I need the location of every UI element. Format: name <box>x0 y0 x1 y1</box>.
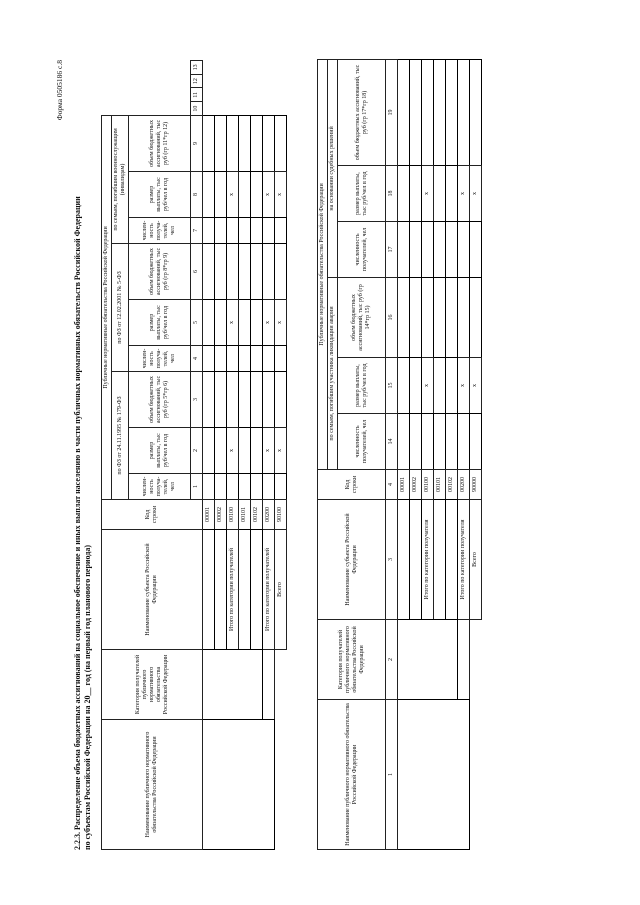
header-volume: объем бюджетных ассигнований, тыс руб (гр 17*гр 18) <box>338 59 386 165</box>
x-mark: x <box>422 358 434 414</box>
col-num: 18 <box>386 166 398 222</box>
cell-name <box>203 720 275 850</box>
x-mark: x <box>263 300 275 346</box>
header-chernobyl: по семьям, погибшим участника ликвидации аварии <box>328 278 338 470</box>
header-group: Публичные нормативные обязательства Российской Федерации <box>102 115 112 499</box>
col-num: 9 <box>191 115 203 171</box>
cell-category <box>398 620 458 700</box>
header-volume: объем бюджетных ассигнований, тыс руб (гр 14*гр 15) <box>338 278 386 358</box>
header-volume: объем бюджетных ассигнований, тыс руб (гр 11*гр 12) <box>129 115 191 171</box>
x-mark: x <box>227 428 239 474</box>
table-row <box>275 61 287 850</box>
x-mark: x <box>275 172 287 218</box>
form-number: Форма 0505186 с.8 <box>55 60 64 121</box>
row-code: 90100 <box>275 500 287 530</box>
col-num: 4 <box>386 470 398 500</box>
x-mark: x <box>470 358 482 414</box>
header-rate: размер выплаты, тыс руб/чел в год <box>129 172 191 218</box>
row-code: 00200 <box>263 500 275 530</box>
label-category-total: Итого по категории получателей <box>227 530 239 650</box>
header-count: числен-ность получа-телей, чел <box>129 474 191 500</box>
x-mark: x <box>458 358 470 414</box>
row-code: 00001 <box>398 470 410 500</box>
header-subject: Наименование субъекта Российской Федерации <box>102 530 203 650</box>
col-num: 12 <box>191 74 203 88</box>
col-num: 19 <box>386 59 398 165</box>
row-code: 00002 <box>410 470 422 500</box>
header-group: Публичные нормативные обязательства Российской Федерации <box>318 59 328 469</box>
header-code: Код строки <box>102 500 203 530</box>
col-num: 1 <box>386 700 398 850</box>
x-mark: x <box>470 166 482 222</box>
header-rate: размер выплаты, тыс руб/чел в год <box>338 358 386 414</box>
row-code: 00200 <box>458 470 470 500</box>
table-row <box>203 61 215 850</box>
header-law-179: по ФЗ от 24.11.1995 № 179-ФЗ <box>112 372 129 500</box>
distribution-table-1 <box>101 60 287 850</box>
col-num: 17 <box>386 222 398 278</box>
header-count: числен-ность получа-телей, чел <box>129 346 191 372</box>
header-count: числен-ность получа-телей, чел <box>129 218 191 244</box>
col-num: 11 <box>191 88 203 102</box>
row-code: 00100 <box>227 500 239 530</box>
row-code: 00101 <box>434 470 446 500</box>
header-subject: Наименование субъекта Российской Федерации <box>318 500 386 620</box>
rotated-page <box>55 60 555 850</box>
col-num: 1 <box>191 474 203 500</box>
col-num: 10 <box>191 102 203 116</box>
cell-subject <box>203 530 215 650</box>
col-num: 3 <box>191 372 203 428</box>
cell-category <box>203 650 263 720</box>
row-code: 00102 <box>446 470 458 500</box>
header-court: на основании судебных решений <box>328 59 338 277</box>
header-name: Наименование публичного нормативного обязательства Российской Федерации <box>318 700 386 850</box>
header-code: Код строки <box>318 470 386 500</box>
row-code: 90000 <box>470 470 482 500</box>
row-code: 00002 <box>215 500 227 530</box>
cell-name <box>398 700 470 850</box>
col-num: 7 <box>191 218 203 244</box>
col-num: 8 <box>191 172 203 218</box>
x-mark: x <box>275 428 287 474</box>
col-num: 16 <box>386 278 398 358</box>
col-num: 13 <box>191 61 203 75</box>
x-mark: x <box>422 166 434 222</box>
header-volume: объем бюджетных ассигнований, тыс руб (гр 5*гр 6) <box>129 372 191 428</box>
x-mark: x <box>458 166 470 222</box>
label-all-categories: Итого по категории получателей <box>263 530 275 650</box>
header-rate: размер выплаты, тыс руб/чел в год <box>338 166 386 222</box>
x-mark: x <box>263 428 275 474</box>
row-code: 00102 <box>251 500 263 530</box>
header-rate: размер выплаты, тыс руб/чел в год <box>129 428 191 474</box>
header-families: по семьям, погибшим военнослужащим (инвалидам) <box>112 115 129 243</box>
x-mark: x <box>227 172 239 218</box>
title-line-1: 2.2.3. Распределение объема бюджетных ассигнований на социальное обеспечение и иных выплат населению в части публичных нормативных обязательств Российской Федерации <box>73 196 82 850</box>
header-count: численность получателей, чел <box>338 222 386 278</box>
label-category-total: Итого по категории получателя <box>422 500 434 620</box>
header-category: Категория получателей публичного нормативного обязательства Российской Федерации <box>102 650 203 720</box>
col-num: 6 <box>191 244 203 300</box>
label-all-categories: Итого по категории получателя <box>458 500 470 620</box>
table-row <box>398 59 410 849</box>
header-volume: объем бюджетных ассигнований, тыс руб (гр 8*гр 9) <box>129 244 191 300</box>
col-num: 14 <box>386 414 398 470</box>
row-code: 00100 <box>422 470 434 500</box>
col-num: 3 <box>386 500 398 620</box>
label-total: Всего <box>470 500 482 620</box>
distribution-table-2 <box>317 59 482 850</box>
header-rate: размер выплаты, тыс руб/чел в год <box>129 300 191 346</box>
x-mark: x <box>227 300 239 346</box>
row-code: 00101 <box>239 500 251 530</box>
label-total: Всего <box>275 530 287 650</box>
title-line-2: по субъектам Российской Федерации на 20__ год (на первый год планового периода) <box>83 545 92 850</box>
header-count: численность получателей, чел <box>338 414 386 470</box>
col-num: 2 <box>191 428 203 474</box>
header-law-5: по ФЗ от 12.02.2001 № 5-ФЗ <box>112 244 129 372</box>
col-num: 4 <box>191 346 203 372</box>
page-title <box>73 70 93 850</box>
col-num: 2 <box>386 620 398 700</box>
col-num: 15 <box>386 358 398 414</box>
x-mark: x <box>275 300 287 346</box>
header-name: Наименование публичного нормативного обязательства Российской Федерации <box>102 720 203 850</box>
table-row <box>470 59 482 849</box>
column-number-row <box>386 59 398 849</box>
x-mark: x <box>263 172 275 218</box>
row-code: 00001 <box>203 500 215 530</box>
header-category: Категория получателей публичного нормативного обязательства Российской Федерации <box>318 620 386 700</box>
col-num: 5 <box>191 300 203 346</box>
